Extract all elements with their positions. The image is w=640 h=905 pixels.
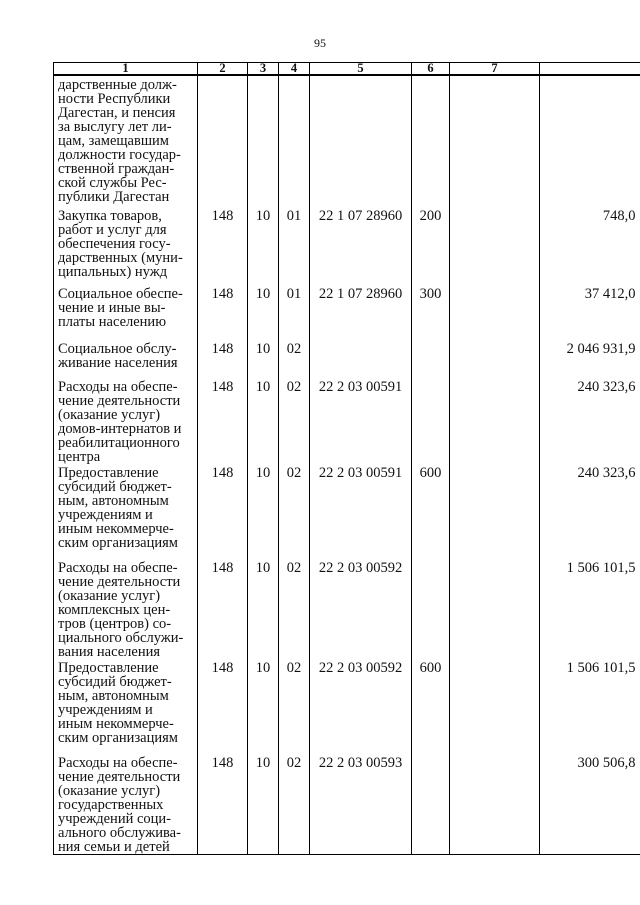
cell-code-4: 01 xyxy=(279,207,310,285)
cell-code-7 xyxy=(450,559,540,659)
cell-code-7 xyxy=(450,378,540,464)
cell-code-2: 148 xyxy=(198,754,248,855)
cell-code-5: 22 2 03 00592 xyxy=(310,659,412,754)
column-header-5: 5 xyxy=(310,63,412,76)
cell-name: Расходы на обеспе- чение деятельности (оказание услуг) домов-интернатов и реабилитационного центра xyxy=(54,378,198,464)
cell-code-3: 10 xyxy=(248,464,279,559)
cell-code-6 xyxy=(412,559,450,659)
cell-code-2: 148 xyxy=(198,207,248,285)
cell-code-2: 148 xyxy=(198,340,248,378)
cell-code-4: 02 xyxy=(279,340,310,378)
table-row xyxy=(54,378,640,464)
cell-code-2: 148 xyxy=(198,659,248,754)
cell-code-7 xyxy=(450,464,540,559)
cell-name: Расходы на обеспе- чение деятельности (оказание услуг) комплексных цен- тров (центров) со- циального обслужи- вания населения xyxy=(54,559,198,659)
cell-name: Предоставление субсидий бюджет- ным, автономным учреждениям и иным некоммерче- ским организациям xyxy=(54,659,198,754)
table-body xyxy=(54,75,640,855)
table-row xyxy=(54,340,640,378)
cell-code-3: 10 xyxy=(248,559,279,659)
cell-code-3 xyxy=(248,75,279,207)
cell-code-5 xyxy=(310,340,412,378)
cell-code-5: 22 2 03 00591 xyxy=(310,464,412,559)
cell-amount: 748,0 xyxy=(540,207,640,285)
cell-code-5: 22 1 07 28960 xyxy=(310,285,412,340)
table-row xyxy=(54,75,640,207)
cell-code-5: 22 2 03 00591 xyxy=(310,378,412,464)
budget-table xyxy=(53,62,640,855)
cell-code-4: 02 xyxy=(279,754,310,855)
column-header-8 xyxy=(540,63,640,76)
column-header-7: 7 xyxy=(450,63,540,76)
cell-code-5: 22 2 03 00592 xyxy=(310,559,412,659)
cell-code-4: 02 xyxy=(279,464,310,559)
cell-amount xyxy=(540,75,640,207)
cell-code-6: 200 xyxy=(412,207,450,285)
cell-name: Предоставление субсидий бюджет- ным, автономным учреждениям и иным некоммерче- ским организациям xyxy=(54,464,198,559)
cell-name: Социальное обеспе- чение и иные вы- платы населению xyxy=(54,285,198,340)
column-header-6: 6 xyxy=(412,63,450,76)
cell-code-7 xyxy=(450,754,540,855)
table-row xyxy=(54,754,640,855)
cell-code-6 xyxy=(412,378,450,464)
cell-code-2: 148 xyxy=(198,464,248,559)
cell-amount: 1 506 101,5 xyxy=(540,559,640,659)
cell-code-3: 10 xyxy=(248,285,279,340)
cell-name: дарственные долж- ности Республики Дагестан, и пенсия за выслугу лет ли- цам, замещавшим должности государ- ственной граждан- ской службы Рес- публики Дагестан xyxy=(54,75,198,207)
cell-code-2: 148 xyxy=(198,378,248,464)
cell-amount: 2 046 931,9 xyxy=(540,340,640,378)
cell-name: Социальное обслу- живание населения xyxy=(54,340,198,378)
cell-code-4: 02 xyxy=(279,659,310,754)
table-row xyxy=(54,285,640,340)
cell-code-3: 10 xyxy=(248,207,279,285)
table-row xyxy=(54,464,640,559)
page-number: 95 xyxy=(314,36,326,50)
cell-code-6 xyxy=(412,75,450,207)
cell-code-7 xyxy=(450,340,540,378)
cell-amount: 1 506 101,5 xyxy=(540,659,640,754)
cell-code-3: 10 xyxy=(248,754,279,855)
column-header-4: 4 xyxy=(279,63,310,76)
cell-code-5: 22 1 07 28960 xyxy=(310,207,412,285)
cell-code-4: 01 xyxy=(279,285,310,340)
cell-code-3: 10 xyxy=(248,378,279,464)
cell-code-5: 22 2 03 00593 xyxy=(310,754,412,855)
cell-code-3: 10 xyxy=(248,659,279,754)
cell-code-6: 600 xyxy=(412,464,450,559)
column-header-1: 1 xyxy=(54,63,198,76)
cell-code-4: 02 xyxy=(279,378,310,464)
cell-amount: 300 506,8 xyxy=(540,754,640,855)
cell-code-2: 148 xyxy=(198,285,248,340)
cell-code-2: 148 xyxy=(198,559,248,659)
cell-code-7 xyxy=(450,285,540,340)
cell-name: Закупка товаров, работ и услуг для обеспечения госу- дарственных (муни- ципальных) нужд xyxy=(54,207,198,285)
cell-code-7 xyxy=(450,207,540,285)
cell-code-6: 600 xyxy=(412,659,450,754)
cell-name: Расходы на обеспе- чение деятельности (оказание услуг) государственных учреждений соци- ального обслужива- ния семьи и детей xyxy=(54,754,198,855)
cell-code-4 xyxy=(279,75,310,207)
table-row xyxy=(54,207,640,285)
cell-amount: 240 323,6 xyxy=(540,378,640,464)
table-row xyxy=(54,559,640,659)
cell-code-6 xyxy=(412,340,450,378)
cell-code-4: 02 xyxy=(279,559,310,659)
cell-amount: 240 323,6 xyxy=(540,464,640,559)
cell-code-6: 300 xyxy=(412,285,450,340)
cell-code-7 xyxy=(450,659,540,754)
cell-code-5 xyxy=(310,75,412,207)
column-header-3: 3 xyxy=(248,63,279,76)
column-header-2: 2 xyxy=(198,63,248,76)
cell-code-3: 10 xyxy=(248,340,279,378)
cell-code-2 xyxy=(198,75,248,207)
table-row xyxy=(54,659,640,754)
cell-code-7 xyxy=(450,75,540,207)
cell-code-6 xyxy=(412,754,450,855)
cell-amount: 37 412,0 xyxy=(540,285,640,340)
header-row xyxy=(54,63,640,76)
